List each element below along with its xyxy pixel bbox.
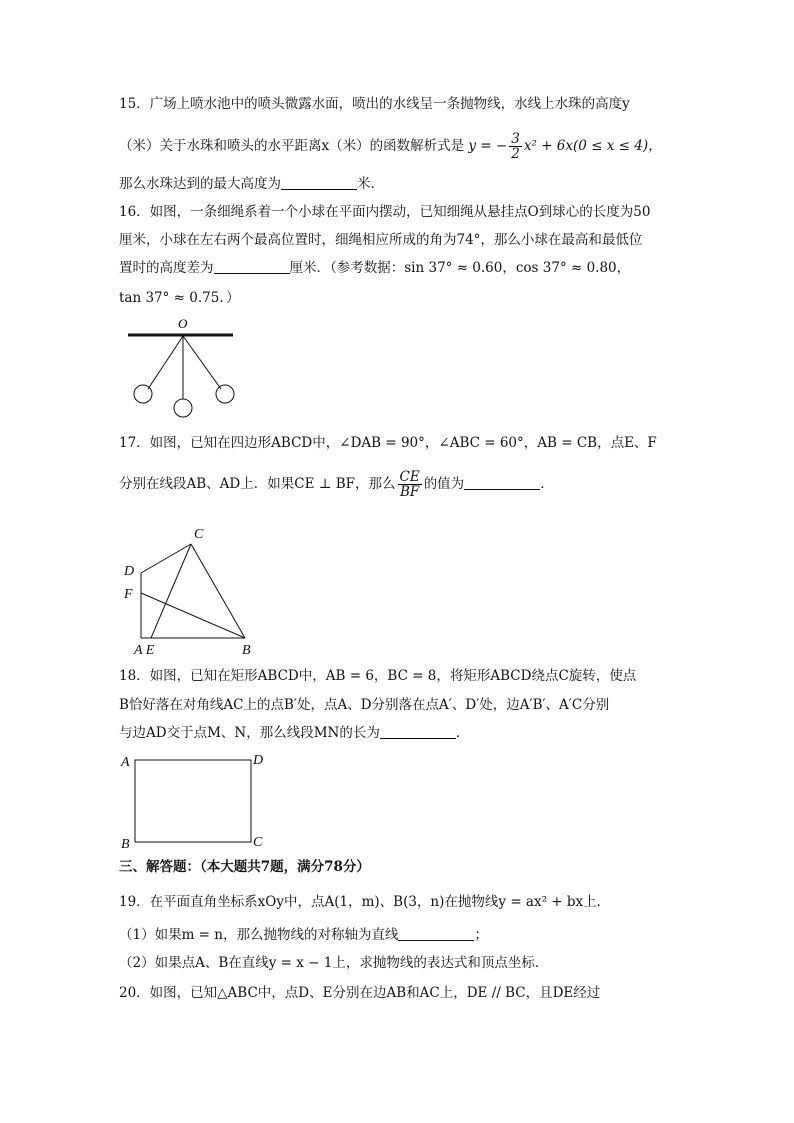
q15-line1: 15．广场上喷水池中的喷头微露水面，喷出的水线呈一条抛物线，水线上水珠的高度y	[119, 96, 630, 112]
ball-middle	[174, 399, 192, 417]
quadrilateral-figure	[118, 520, 268, 660]
section3-title: 三、解答题：（本大题共7题，满分78分）	[119, 859, 370, 875]
q18-line2: B恰好落在对角线AC上的点B′处，点A、D分别落在点A′、D′处，边A′B′、A′C分别	[119, 697, 610, 713]
q19-line3: （2）如果点A、B在直线y = x − 1上，求抛物线的表达式和顶点坐标．	[119, 955, 549, 971]
q20-line1: 20．如图，已知△ABC中，点D、E分别在边AB和AC上，DE // BC，且DE经过	[119, 985, 601, 1001]
label-b: B	[121, 837, 130, 852]
string-left	[148, 336, 183, 389]
rectangle-figure	[118, 748, 278, 852]
q16-line1: 16．如图，一条细绳系着一个小球在平面内摆动，已知细绳从悬挂点O到球心的长度为50	[119, 204, 651, 220]
q19-answer-blank[interactable]	[398, 926, 474, 941]
label-ae: A E	[134, 643, 155, 658]
q17-fraction: $\frac{CE}{BF}$	[399, 469, 420, 500]
q15-fraction: $\frac{3}{2}$	[511, 131, 520, 162]
rectangle-abcd	[135, 760, 251, 842]
q17-answer-blank[interactable]	[464, 475, 540, 490]
q17-line1: 17．如图，已知在四边形ABCD中，∠DAB = 90°，∠ABC = 60°，AB = CB，点E、F	[119, 435, 657, 451]
segment-ce	[151, 544, 191, 638]
label-d: D	[124, 564, 135, 579]
q16-answer-blank[interactable]	[214, 259, 290, 274]
q16-line2: 厘米，小球在左右两个最高位置时，细绳相应所成的角为74°，那么小球在最高和最低位	[119, 232, 643, 248]
label-a: A	[121, 755, 130, 770]
q19-line2: （1）如果m = n，那么抛物线的对称轴为直线 ；	[119, 927, 488, 943]
q18-answer-blank[interactable]	[380, 724, 456, 739]
q15-line2: （米）关于水珠和喷头的水平距离x（米）的函数解析式是 y = − $\frac{3}{2}$ x² + 6x(0 ≤ x ≤ 4)，	[119, 131, 662, 162]
ball-left	[134, 385, 152, 403]
string-right	[183, 336, 221, 389]
q16-line3: 置时的高度差为 厘米．（参考数据：sin 37° ≈ 0.60，cos 37° ≈ 0.80，	[119, 260, 631, 276]
label-o: O	[178, 316, 188, 331]
q18-line3: 与边AD交于点M、N，那么线段MN的长为 ．	[119, 725, 470, 741]
segment-bf	[141, 593, 245, 638]
label-f: F	[124, 587, 133, 602]
side-cb	[191, 544, 245, 638]
q18-line1: 18．如图，已知在矩形ABCD中，AB = 6，BC = 8，将矩形ABCD绕点C旋转，使点	[119, 668, 637, 684]
q16-line4: tan 37° ≈ 0.75．）	[119, 290, 240, 306]
label-b: B	[242, 643, 251, 658]
pendulum-figure	[120, 314, 245, 424]
side-dc	[141, 544, 191, 573]
q17-line2: 分别在线段AB、AD上．如果CE ⊥ BF，那么 $\frac{CE}{BF}$ 的值为 ．	[119, 469, 554, 500]
label-c: C	[253, 835, 263, 850]
label-d: D	[253, 753, 264, 768]
q19-line1: 19．在平面直角坐标系xOy中，点A(1，m)、B(3，n)在抛物线y = ax² + bx上．	[119, 894, 611, 910]
ball-right	[216, 385, 234, 403]
q15-line3: 那么水珠达到的最大高度为 米．	[119, 176, 384, 192]
q15-answer-blank[interactable]	[281, 175, 357, 190]
label-c: C	[194, 527, 204, 542]
